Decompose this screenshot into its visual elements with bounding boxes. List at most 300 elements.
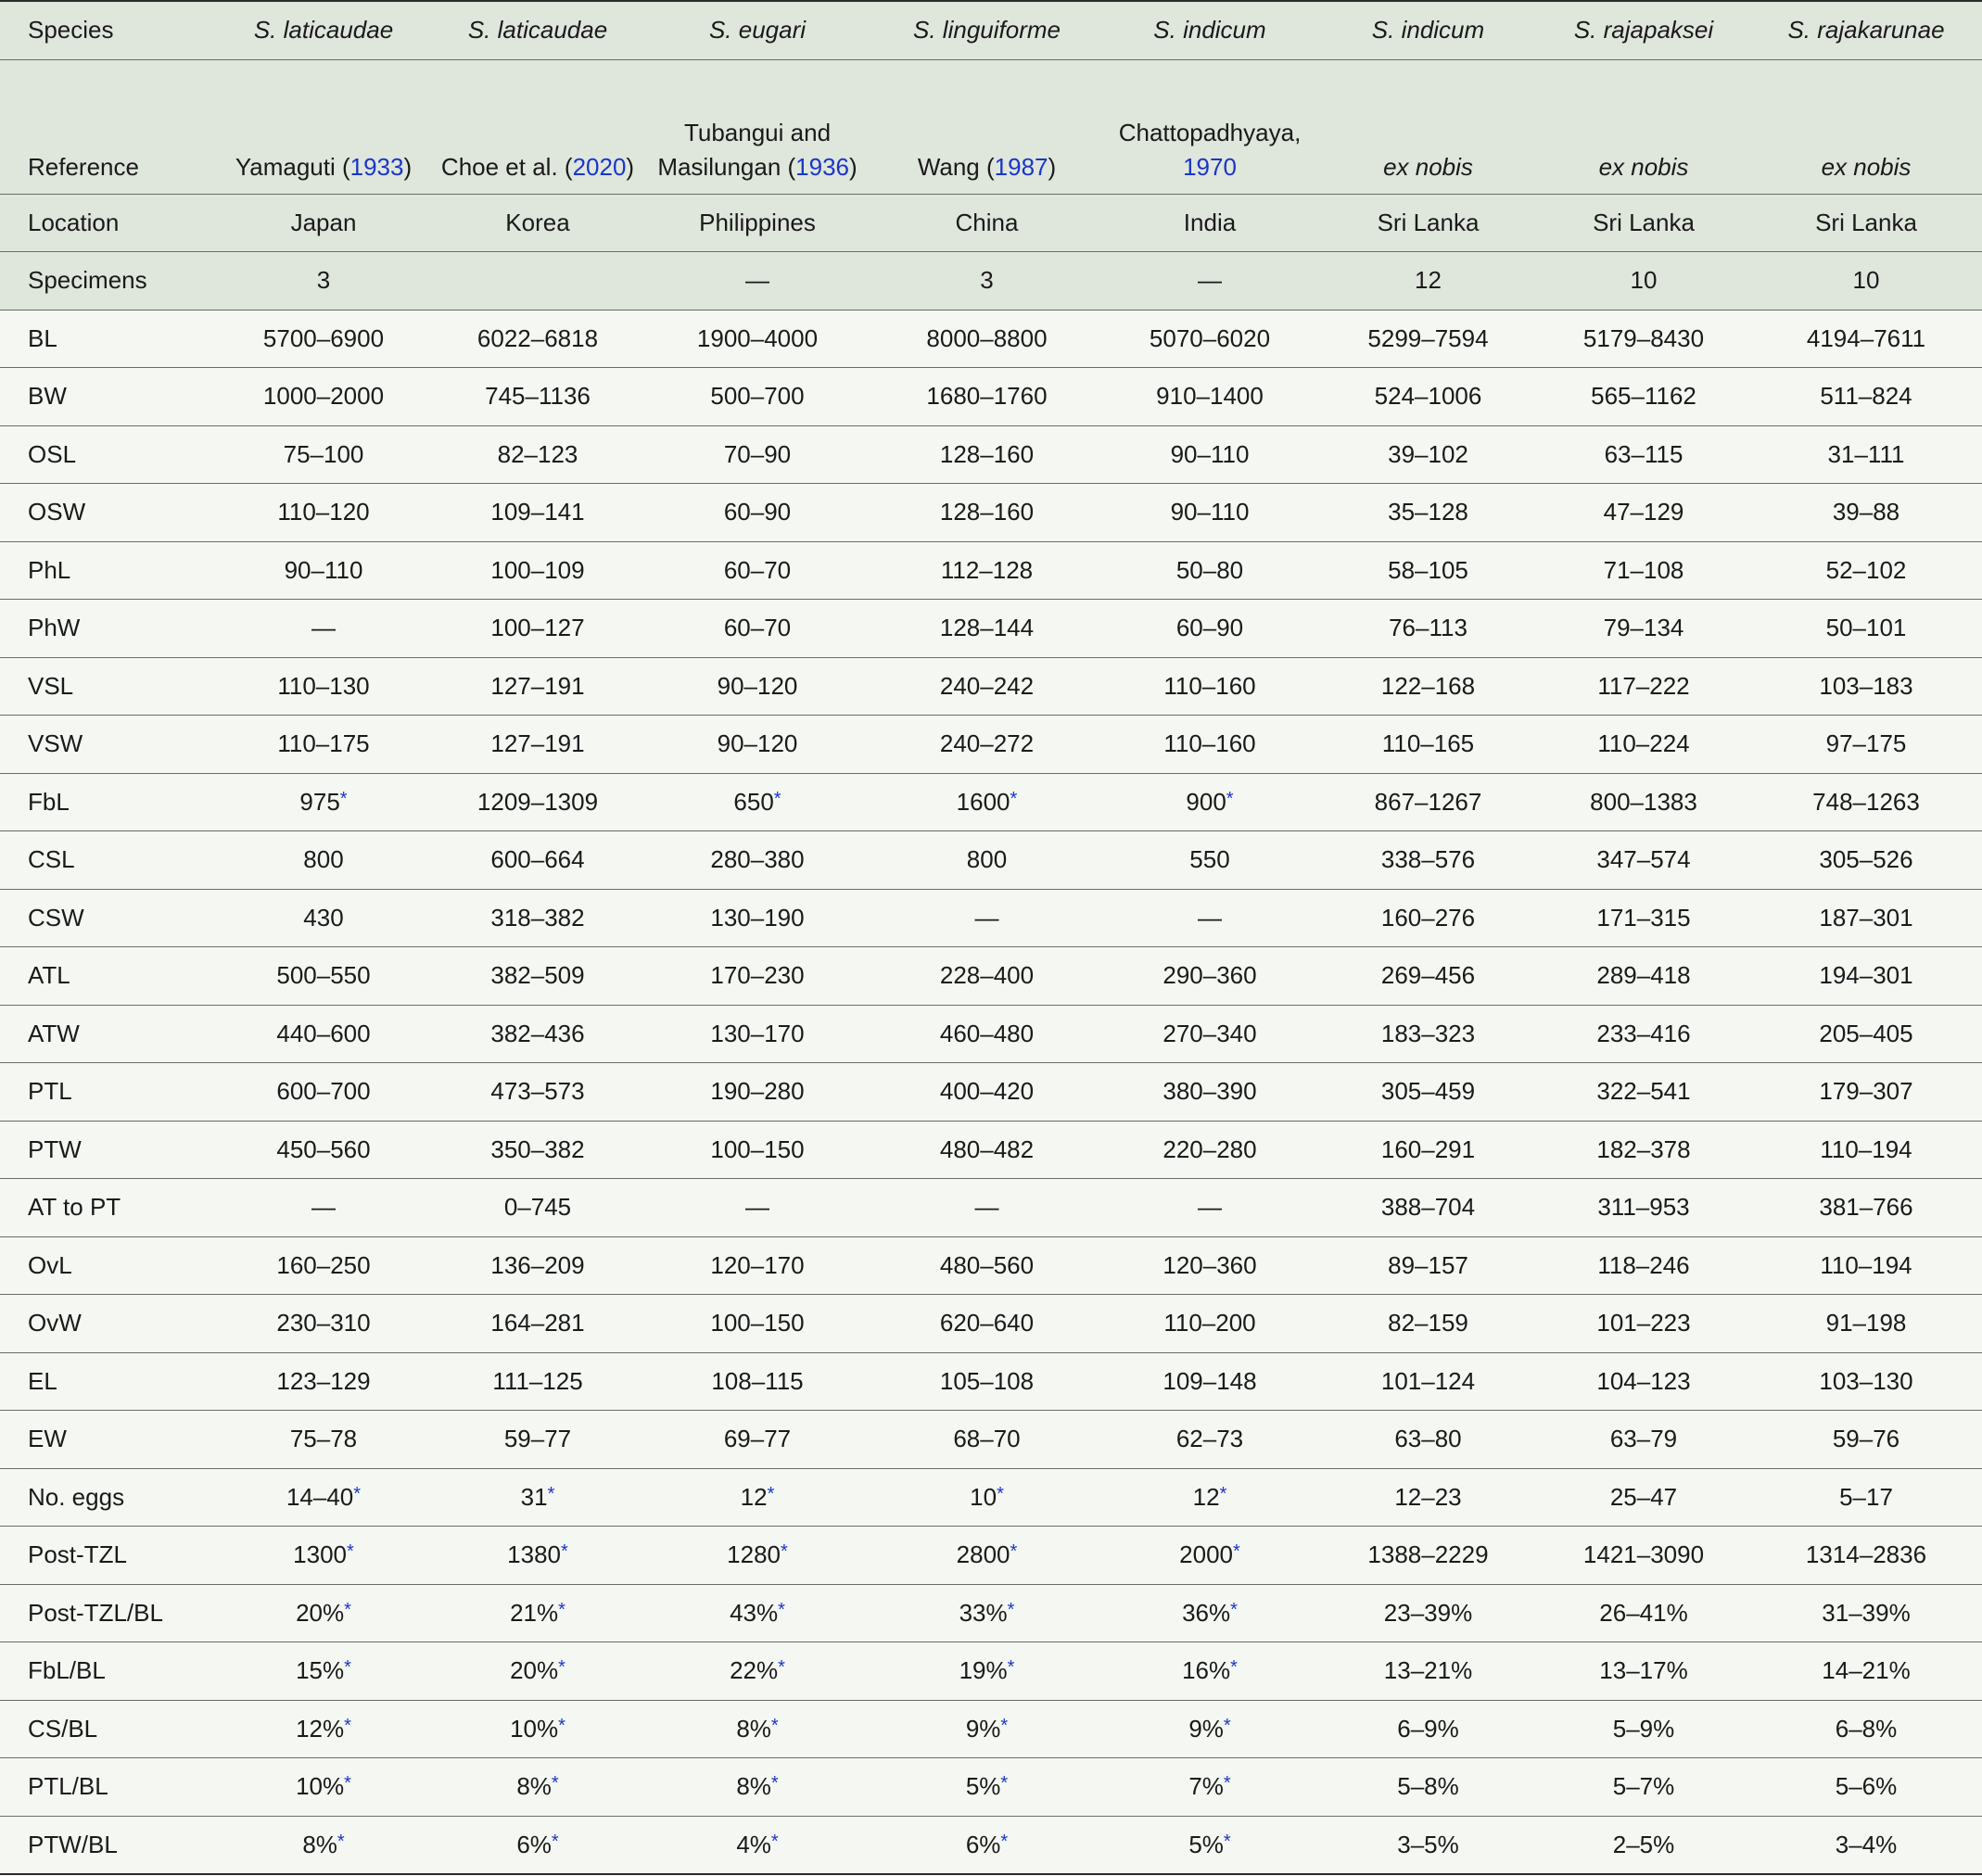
value-cell: 82–159 xyxy=(1388,1309,1468,1337)
value-cell: 120–170 xyxy=(710,1250,805,1279)
table-row xyxy=(0,368,1982,426)
value-cell: 270–340 xyxy=(1163,1019,1257,1047)
value-cell: 6%* xyxy=(516,1830,559,1858)
reference-row xyxy=(0,59,1982,194)
row-label: VSL xyxy=(28,671,74,700)
value-cell: 118–246 xyxy=(1597,1250,1690,1279)
footnote-marker: * xyxy=(547,1483,555,1504)
reference-year-link[interactable]: 1936 xyxy=(795,152,850,181)
value-cell: 170–230 xyxy=(710,961,805,990)
value-cell: 2000* xyxy=(1179,1540,1240,1569)
value-cell: 127–191 xyxy=(490,729,585,758)
value-cell: 12* xyxy=(740,1482,775,1511)
value-cell: 105–108 xyxy=(939,1366,1035,1395)
row-label: PhL xyxy=(28,555,71,584)
reference-cell xyxy=(1750,59,1982,194)
value-cell: 600–664 xyxy=(490,845,585,874)
value-cell: 75–78 xyxy=(289,1425,358,1453)
value-cell: 5–7% xyxy=(1612,1772,1675,1801)
species-name: S. rajakarunae xyxy=(1787,16,1945,44)
species-name: S. laticaudae xyxy=(253,16,394,44)
value-cell: 14–40* xyxy=(286,1482,362,1511)
value-cell: 128–144 xyxy=(939,614,1035,642)
reference-text-end: ) xyxy=(403,152,413,181)
specimens-label: Specimens xyxy=(28,266,147,295)
value-cell: 164–281 xyxy=(490,1309,585,1337)
value-cell: 31–111 xyxy=(1827,439,1905,468)
value-cell: 127–191 xyxy=(490,671,585,700)
value-cell: 5–17 xyxy=(1839,1482,1893,1511)
value-cell: 3–4% xyxy=(1835,1830,1898,1858)
footnote-marker: * xyxy=(778,1599,785,1620)
value-cell: 305–459 xyxy=(1380,1077,1476,1106)
footnote-marker: * xyxy=(1223,1831,1231,1852)
value-cell: 800 xyxy=(303,845,344,874)
location-cell: Philippines xyxy=(699,208,816,236)
reference-year-link[interactable]: 1970 xyxy=(1183,152,1237,181)
footnote-marker: * xyxy=(558,1599,565,1620)
value-cell: 194–301 xyxy=(1819,961,1913,990)
table-row xyxy=(0,600,1982,658)
value-cell: — xyxy=(311,1193,336,1222)
value-cell: 12–23 xyxy=(1394,1482,1462,1511)
footnote-marker: * xyxy=(1223,1715,1231,1736)
species-label: Species xyxy=(28,16,114,44)
value-cell: 347–574 xyxy=(1596,845,1691,874)
value-cell: 91–198 xyxy=(1825,1309,1907,1337)
value-cell: 39–88 xyxy=(1832,498,1900,526)
location-cell: Korea xyxy=(505,208,570,236)
value-cell: 524–1006 xyxy=(1374,382,1482,411)
value-cell: 31* xyxy=(520,1482,555,1511)
value-cell: 90–110 xyxy=(1170,439,1250,468)
footnote-marker: * xyxy=(339,788,348,809)
value-cell: 90–120 xyxy=(717,671,798,700)
row-label: CSW xyxy=(28,903,84,932)
value-cell: 110–165 xyxy=(1381,729,1475,758)
location-cell: China xyxy=(955,208,1019,236)
value-cell: 90–120 xyxy=(717,729,798,758)
value-cell: 5–8% xyxy=(1397,1772,1459,1801)
value-cell: 650* xyxy=(733,787,781,816)
row-label: No. eggs xyxy=(28,1482,125,1511)
footnote-marker: * xyxy=(353,1483,362,1504)
value-cell: 511–824 xyxy=(1820,382,1912,411)
value-cell: 480–482 xyxy=(939,1134,1035,1163)
value-cell: 8%* xyxy=(736,1772,779,1801)
value-cell: — xyxy=(745,1193,769,1222)
value-cell: 36%* xyxy=(1182,1598,1238,1627)
value-cell: 69–77 xyxy=(723,1425,792,1453)
specimens-cell: 10 xyxy=(1630,266,1658,295)
value-cell: 1280* xyxy=(727,1540,788,1569)
value-cell: 1421–3090 xyxy=(1582,1540,1705,1569)
value-cell: 182–378 xyxy=(1596,1134,1691,1163)
value-cell: 60–90 xyxy=(1175,614,1244,642)
footnote-marker: * xyxy=(561,1541,568,1563)
value-cell: 75–100 xyxy=(283,439,364,468)
footnote-marker: * xyxy=(344,1773,351,1794)
value-cell: 110–160 xyxy=(1163,671,1256,700)
row-label: CS/BL xyxy=(28,1714,98,1743)
footnote-marker: * xyxy=(558,1657,565,1679)
value-cell: 16%* xyxy=(1182,1656,1238,1685)
value-cell: 975* xyxy=(299,787,348,816)
footnote-marker: * xyxy=(767,1483,775,1504)
table-row xyxy=(0,1816,1982,1874)
footnote-marker: * xyxy=(997,1483,1004,1504)
value-cell: 4%* xyxy=(736,1830,779,1858)
value-cell: — xyxy=(1198,903,1222,932)
value-cell: 289–418 xyxy=(1596,961,1691,990)
value-cell: 440–600 xyxy=(276,1019,371,1047)
value-cell: 382–436 xyxy=(490,1019,585,1047)
value-cell: 43%* xyxy=(730,1598,785,1627)
value-cell: 108–115 xyxy=(711,1366,804,1395)
value-cell: 233–416 xyxy=(1596,1019,1691,1047)
row-label: CSL xyxy=(28,845,75,874)
footnote-marker: * xyxy=(1007,1599,1015,1620)
reference-cell xyxy=(1537,59,1750,194)
value-cell: 110–160 xyxy=(1163,729,1256,758)
table-row xyxy=(0,1468,1982,1527)
row-label: EL xyxy=(28,1366,57,1395)
value-cell: 187–301 xyxy=(1819,903,1913,932)
row-label: ATL xyxy=(28,961,70,990)
specimens-cell: 10 xyxy=(1852,266,1880,295)
row-label: FbL xyxy=(28,787,70,816)
value-cell: 6022–6818 xyxy=(476,323,599,352)
reference-year-link[interactable]: 1933 xyxy=(349,152,404,181)
value-cell: 12* xyxy=(1192,1482,1227,1511)
value-cell: 26–41% xyxy=(1599,1598,1688,1627)
value-cell: 5179–8430 xyxy=(1582,323,1705,352)
value-cell: 136–209 xyxy=(490,1250,585,1279)
footnote-marker: * xyxy=(770,1831,779,1852)
value-cell: 305–526 xyxy=(1819,845,1913,874)
footnote-marker: * xyxy=(1000,1773,1009,1794)
value-cell: 20%* xyxy=(510,1656,565,1685)
specimens-cell xyxy=(434,252,642,311)
species-name: S. indicum xyxy=(1153,16,1266,44)
value-cell: 5–6% xyxy=(1835,1772,1898,1801)
value-cell: 160–291 xyxy=(1380,1134,1476,1163)
table-row xyxy=(0,716,1982,774)
table-row xyxy=(0,773,1982,831)
value-cell: 47–129 xyxy=(1603,498,1684,526)
value-cell: 62–73 xyxy=(1175,1425,1244,1453)
value-cell: 111–125 xyxy=(492,1366,583,1395)
value-cell: 10* xyxy=(970,1482,1004,1511)
value-cell: 480–560 xyxy=(939,1250,1035,1279)
value-cell: 122–168 xyxy=(1380,671,1476,700)
value-cell: 104–123 xyxy=(1596,1366,1691,1395)
value-cell: 460–480 xyxy=(939,1019,1035,1047)
value-cell: 110–200 xyxy=(1163,1309,1256,1337)
species-name: S. laticaudae xyxy=(467,16,608,44)
table-row xyxy=(0,1700,1982,1758)
value-cell: 800 xyxy=(966,845,1008,874)
value-cell: 800–1383 xyxy=(1590,787,1697,816)
value-cell: 190–280 xyxy=(710,1077,805,1106)
value-cell: 240–272 xyxy=(939,729,1035,758)
value-cell: 500–550 xyxy=(276,961,371,990)
reference-label: Reference xyxy=(28,152,139,181)
footnote-marker: * xyxy=(1010,788,1018,809)
table-row xyxy=(0,484,1982,542)
reference-cell xyxy=(1100,59,1319,194)
value-cell: 50–101 xyxy=(1825,614,1907,642)
reference-text: Tubangui and Masilungan ( xyxy=(657,118,832,181)
footnote-marker: * xyxy=(778,1657,785,1679)
value-cell: 130–170 xyxy=(710,1019,805,1047)
value-cell: 10%* xyxy=(296,1772,351,1801)
row-label: PTW/BL xyxy=(28,1830,118,1858)
reference-year-link[interactable]: 1987 xyxy=(994,152,1048,181)
species-name: S. linguiforme xyxy=(913,16,1061,44)
value-cell: 280–380 xyxy=(710,845,805,874)
footnote-marker: * xyxy=(773,788,781,809)
value-cell: 123–129 xyxy=(276,1366,371,1395)
value-cell: 60–70 xyxy=(723,555,792,584)
species-row xyxy=(0,1,1982,59)
specimens-cell: 12 xyxy=(1415,266,1442,295)
value-cell: 52–102 xyxy=(1825,555,1907,584)
row-label: OSW xyxy=(28,498,86,526)
footnote-marker: * xyxy=(1230,1657,1238,1679)
footnote-marker: * xyxy=(1000,1831,1009,1852)
value-cell: 79–134 xyxy=(1603,614,1684,642)
value-cell: 240–242 xyxy=(939,671,1035,700)
specimens-row xyxy=(0,252,1982,311)
value-cell: 4194–7611 xyxy=(1806,323,1926,352)
value-cell: 160–250 xyxy=(276,1250,371,1279)
value-cell: 103–130 xyxy=(1819,1366,1913,1395)
table-row xyxy=(0,1527,1982,1585)
value-cell: 71–108 xyxy=(1603,555,1684,584)
value-cell: — xyxy=(974,1193,999,1222)
footnote-marker: * xyxy=(1219,1483,1227,1504)
value-cell: 90–110 xyxy=(1170,498,1250,526)
value-cell: 89–157 xyxy=(1388,1250,1468,1279)
location-label: Location xyxy=(28,208,120,236)
value-cell: 269–456 xyxy=(1380,961,1476,990)
table-row xyxy=(0,1295,1982,1353)
row-label: FbL/BL xyxy=(28,1656,106,1685)
value-cell: 290–360 xyxy=(1163,961,1257,990)
value-cell: 110–130 xyxy=(277,671,370,700)
row-label: BL xyxy=(28,323,57,352)
footnote-marker: * xyxy=(558,1715,565,1736)
value-cell: 2–5% xyxy=(1612,1830,1675,1858)
reference-text: Yamaguti ( xyxy=(235,152,350,181)
value-cell: 5%* xyxy=(1188,1830,1231,1858)
value-cell: 76–113 xyxy=(1389,614,1467,642)
value-cell: 120–360 xyxy=(1163,1250,1257,1279)
value-cell: 70–90 xyxy=(723,439,792,468)
value-cell: 9%* xyxy=(965,1714,1009,1743)
value-cell: 382–509 xyxy=(490,961,585,990)
row-label: PhW xyxy=(28,614,81,642)
value-cell: 1314–2836 xyxy=(1805,1540,1927,1569)
value-cell: 112–128 xyxy=(940,555,1034,584)
value-cell: 550 xyxy=(1189,845,1230,874)
value-cell: 100–109 xyxy=(490,555,585,584)
reference-text: ex nobis xyxy=(1598,152,1689,181)
specimens-cell: — xyxy=(1198,266,1222,295)
value-cell: 110–120 xyxy=(277,498,370,526)
value-cell: 20%* xyxy=(296,1598,351,1627)
value-cell: 179–307 xyxy=(1819,1077,1913,1106)
species-name: S. rajapaksei xyxy=(1573,16,1714,44)
value-cell: 60–90 xyxy=(723,498,792,526)
location-cell: Sri Lanka xyxy=(1815,208,1917,236)
value-cell: 6–9% xyxy=(1397,1714,1459,1743)
value-cell: 748–1263 xyxy=(1812,787,1920,816)
value-cell: 101–124 xyxy=(1380,1366,1476,1395)
value-cell: 5700–6900 xyxy=(262,323,385,352)
row-label: BW xyxy=(28,382,67,411)
value-cell: 565–1162 xyxy=(1591,382,1696,411)
value-cell: 100–127 xyxy=(490,614,585,642)
value-cell: 2800* xyxy=(956,1540,1018,1569)
value-cell: 90–110 xyxy=(284,555,363,584)
location-cell: Sri Lanka xyxy=(1593,208,1695,236)
value-cell: 6–8% xyxy=(1835,1714,1898,1743)
location-cell: Japan xyxy=(290,208,357,236)
value-cell: 22%* xyxy=(730,1656,785,1685)
row-label: OvL xyxy=(28,1250,72,1279)
table-row xyxy=(0,1121,1982,1179)
value-cell: 109–148 xyxy=(1163,1366,1257,1395)
value-cell: 388–704 xyxy=(1380,1193,1476,1222)
value-cell: 230–310 xyxy=(276,1309,371,1337)
value-cell: 130–190 xyxy=(710,903,805,932)
reference-cell xyxy=(873,59,1100,194)
value-cell: 0–745 xyxy=(503,1193,572,1222)
reference-year-link[interactable]: 2020 xyxy=(572,152,627,181)
value-cell: 7%* xyxy=(1188,1772,1231,1801)
value-cell: 400–420 xyxy=(939,1077,1035,1106)
reference-text: ex nobis xyxy=(1383,152,1473,181)
table-row xyxy=(0,1063,1982,1122)
value-cell: 1380* xyxy=(507,1540,568,1569)
row-label: ATW xyxy=(28,1019,80,1047)
value-cell: 8%* xyxy=(516,1772,559,1801)
value-cell: 59–77 xyxy=(503,1425,572,1453)
reference-cell xyxy=(434,59,642,194)
footnote-marker: * xyxy=(344,1599,351,1620)
table-row xyxy=(0,947,1982,1006)
value-cell: 128–160 xyxy=(939,498,1035,526)
value-cell: 8%* xyxy=(736,1714,779,1743)
value-cell: 110–175 xyxy=(277,729,370,758)
value-cell: 63–79 xyxy=(1609,1425,1678,1453)
value-cell: 867–1267 xyxy=(1374,787,1482,816)
footnote-marker: * xyxy=(1010,1541,1018,1563)
footnote-marker: * xyxy=(551,1831,559,1852)
species-name: S. eugari xyxy=(708,16,807,44)
reference-text: Choe et al. ( xyxy=(440,152,573,181)
value-cell: 160–276 xyxy=(1380,903,1476,932)
table-row xyxy=(0,1584,1982,1642)
species-name: S. indicum xyxy=(1371,16,1485,44)
footnote-marker: * xyxy=(344,1715,351,1736)
footnote-marker: * xyxy=(1233,1541,1240,1563)
table-row xyxy=(0,1758,1982,1817)
row-label: AT to PT xyxy=(28,1193,121,1222)
value-cell: 8%* xyxy=(302,1830,345,1858)
value-cell: 100–150 xyxy=(710,1134,805,1163)
reference-cell xyxy=(213,59,434,194)
value-cell: 63–80 xyxy=(1394,1425,1462,1453)
table-row xyxy=(0,1179,1982,1237)
table-row xyxy=(0,1642,1982,1701)
value-cell: 13–17% xyxy=(1599,1656,1688,1685)
value-cell: 338–576 xyxy=(1380,845,1476,874)
value-cell: 110–224 xyxy=(1597,729,1690,758)
table-row xyxy=(0,657,1982,716)
row-label: VSW xyxy=(28,729,83,758)
value-cell: 318–382 xyxy=(490,903,585,932)
value-cell: 620–640 xyxy=(939,1309,1035,1337)
value-cell: 100–150 xyxy=(710,1309,805,1337)
value-cell: 500–700 xyxy=(710,382,805,411)
value-cell: 350–382 xyxy=(490,1134,585,1163)
row-label: OSL xyxy=(28,439,77,468)
value-cell: 109–141 xyxy=(490,498,585,526)
value-cell: 450–560 xyxy=(276,1134,371,1163)
table-row xyxy=(0,425,1982,484)
table-row xyxy=(0,1236,1982,1295)
value-cell: 322–541 xyxy=(1596,1077,1691,1106)
reference-text: Chattopadhyaya, xyxy=(1118,118,1302,146)
reference-text: Wang ( xyxy=(917,152,995,181)
value-cell: 68–70 xyxy=(953,1425,1021,1453)
value-cell: 31–39% xyxy=(1822,1598,1911,1627)
value-cell: 23–39% xyxy=(1383,1598,1473,1627)
value-cell: 39–102 xyxy=(1388,439,1468,468)
footnote-marker: * xyxy=(770,1715,779,1736)
value-cell: 15%* xyxy=(296,1656,351,1685)
value-cell: 910–1400 xyxy=(1156,382,1264,411)
footnote-marker: * xyxy=(770,1773,779,1794)
value-cell: 25–47 xyxy=(1609,1482,1678,1511)
value-cell: 1900–4000 xyxy=(696,323,819,352)
value-cell: 58–105 xyxy=(1388,555,1468,584)
footnote-marker: * xyxy=(781,1541,788,1563)
value-cell: 59–76 xyxy=(1832,1425,1900,1453)
value-cell: 110–194 xyxy=(1820,1250,1912,1279)
footnote-marker: * xyxy=(1007,1657,1015,1679)
row-label: PTL xyxy=(28,1077,72,1106)
footnote-marker: * xyxy=(1226,788,1234,809)
location-row xyxy=(0,194,1982,252)
row-label: OvW xyxy=(28,1309,82,1337)
footnote-marker: * xyxy=(1230,1599,1238,1620)
value-cell: 19%* xyxy=(959,1656,1015,1685)
value-cell: 220–280 xyxy=(1163,1134,1257,1163)
value-cell: 1209–1309 xyxy=(476,787,599,816)
value-cell: 13–21% xyxy=(1383,1656,1473,1685)
table-row xyxy=(0,541,1982,600)
value-cell: 3–5% xyxy=(1397,1830,1459,1858)
value-cell: 6%* xyxy=(965,1830,1009,1858)
footnote-marker: * xyxy=(1000,1715,1009,1736)
table-row xyxy=(0,1005,1982,1063)
value-cell: 183–323 xyxy=(1380,1019,1476,1047)
value-cell: 103–183 xyxy=(1819,671,1913,700)
